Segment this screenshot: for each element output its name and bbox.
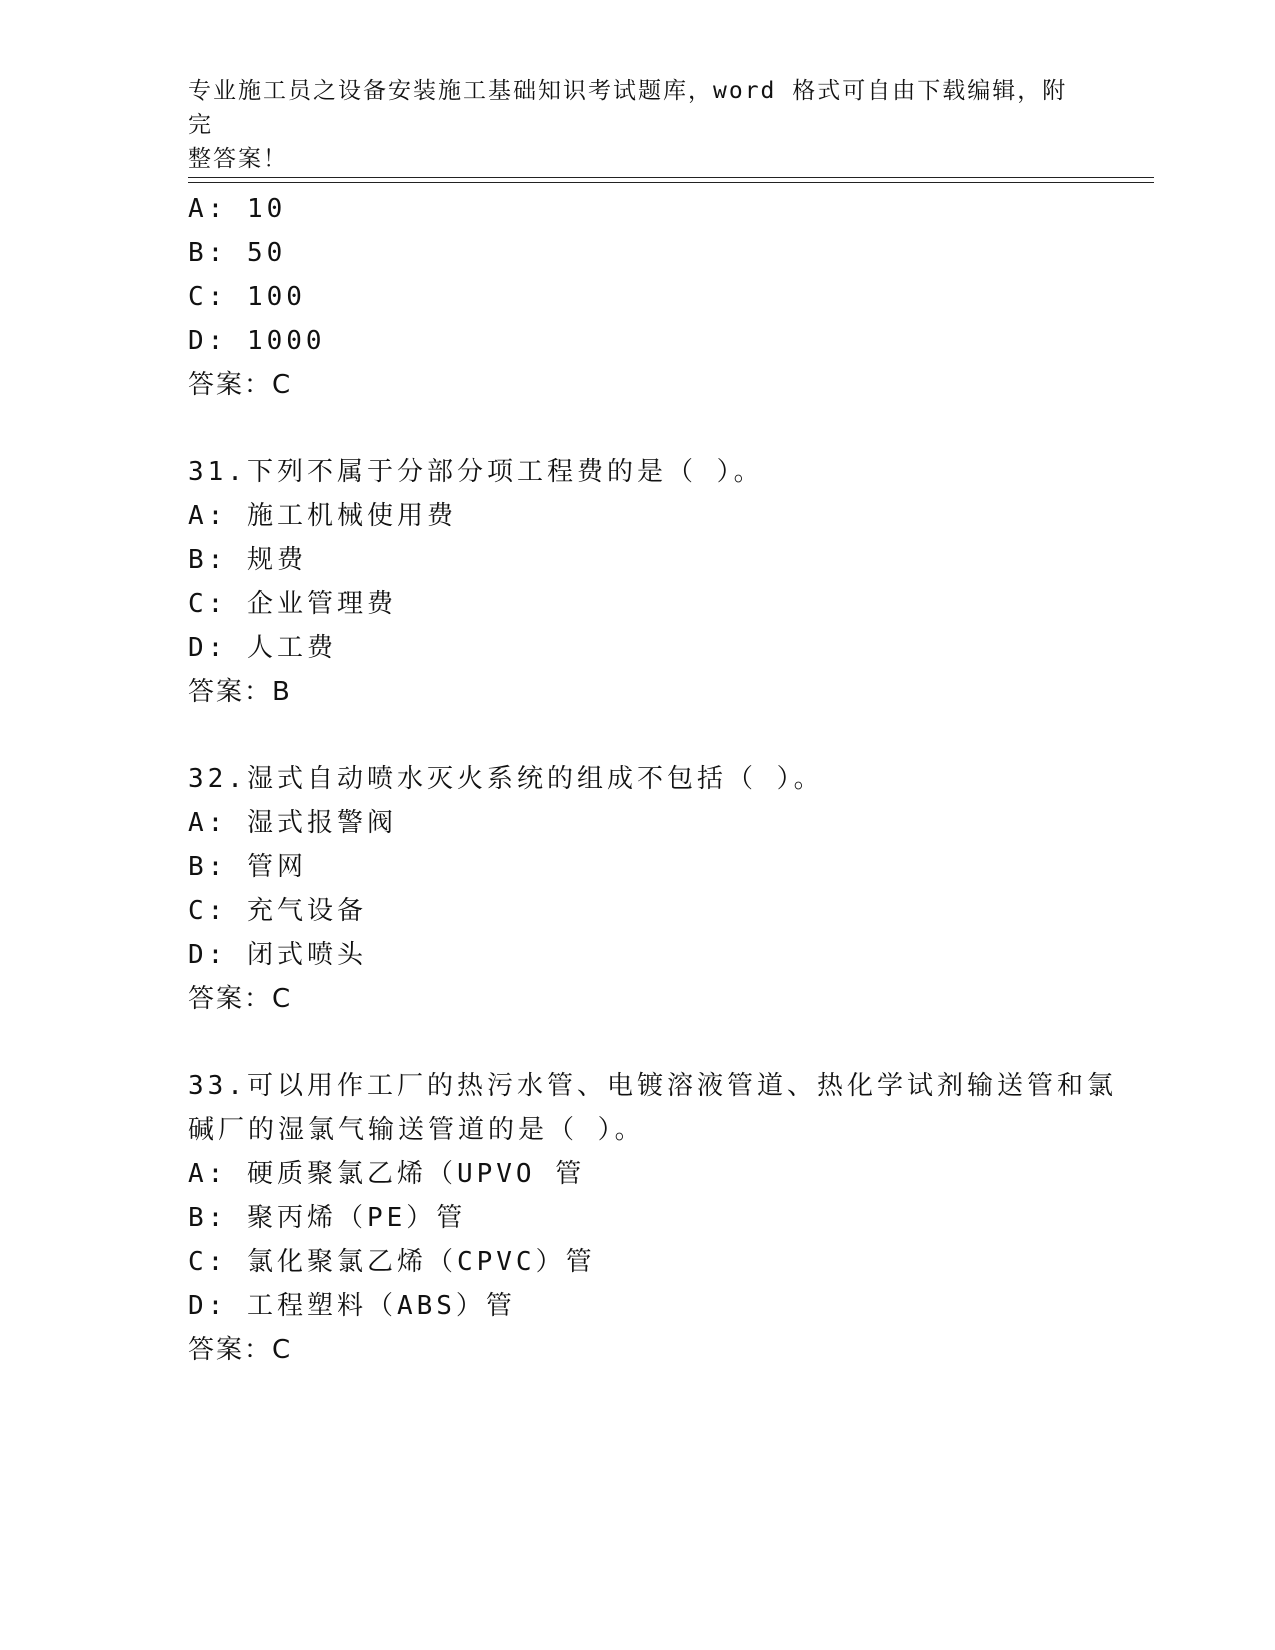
header-line-1: 专业施工员之设备安装施工基础知识考试题库，word 格式可自由下载编辑，附完 (188, 78, 1068, 138)
q31-answer: 答案：B (188, 677, 292, 707)
q33-stem-line-2: 碱厂的湿氯气输送管道的是（ ）。 (188, 1115, 645, 1145)
q32-option-d: D: 闭式喷头 (188, 940, 367, 970)
q33-option-d: D: 工程塑料（ABS）管 (188, 1291, 516, 1321)
q33-answer: 答案：C (188, 1335, 293, 1365)
q30-option-a: A: 10 (188, 194, 287, 224)
q33-option-a: A: 硬质聚氯乙烯（UPVO 管 (188, 1159, 586, 1189)
q30-option-c: C: 100 (188, 282, 306, 312)
q32-option-a: A: 湿式报警阀 (188, 808, 397, 838)
q31-option-c: C: 企业管理费 (188, 589, 397, 619)
q30-option-b: B: 50 (188, 238, 287, 268)
q31-option-b: B: 规费 (188, 545, 307, 575)
q31-option-d: D: 人工费 (188, 633, 337, 663)
header-line-2: 整答案！ (188, 146, 288, 172)
q32-option-b: B: 管网 (188, 852, 307, 882)
document-header (188, 74, 1088, 176)
q31-stem: 31.下列不属于分部分项工程费的是（ ）。 (188, 457, 764, 487)
q30-option-d: D: 1000 (188, 326, 326, 356)
q32-option-c: C: 充气设备 (188, 896, 367, 926)
q32-answer: 答案：C (188, 984, 293, 1014)
q33-option-b: B: 聚丙烯（PE）管 (188, 1203, 467, 1233)
header-divider-top (188, 177, 1154, 178)
header-divider-bottom (188, 182, 1154, 183)
q32-stem: 32.湿式自动喷水灭火系统的组成不包括（ ）。 (188, 764, 824, 794)
q30-answer: 答案：C (188, 370, 293, 400)
q31-option-a: A: 施工机械使用费 (188, 501, 457, 531)
q33-stem-line-1: 33.可以用作工厂的热污水管、电镀溶液管道、热化学试剂输送管和氯 (188, 1071, 1117, 1101)
q33-option-c: C: 氯化聚氯乙烯（CPVC）管 (188, 1247, 596, 1277)
